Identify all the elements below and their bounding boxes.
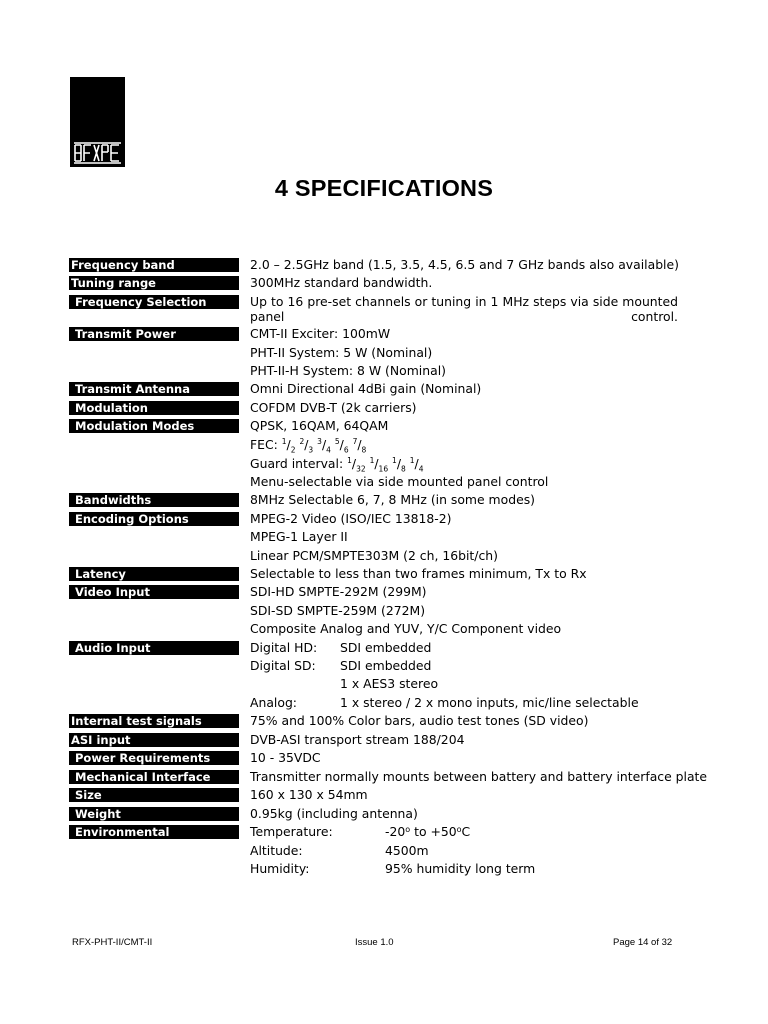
spec-continuation bbox=[0, 344, 768, 362]
spec-continuation bbox=[0, 473, 768, 491]
audio-val: SDI embedded bbox=[340, 658, 432, 673]
spec-row-bandwidths bbox=[0, 491, 768, 509]
spec-row-size bbox=[0, 786, 768, 804]
audio-key: Analog: bbox=[250, 695, 297, 710]
spec-value: Linear PCM/SMPTE303M (2 ch, 16bit/ch) bbox=[250, 548, 498, 563]
spec-label: Video Input bbox=[69, 585, 239, 599]
env-val: 4500m bbox=[385, 843, 429, 858]
spec-label: Transmit Antenna bbox=[69, 382, 239, 396]
spec-row-video-input bbox=[0, 583, 768, 601]
spec-row-tuning-range bbox=[0, 274, 768, 292]
spec-value: QPSK, 16QAM, 64QAM bbox=[250, 418, 389, 433]
spec-row-environmental bbox=[0, 823, 768, 841]
spec-label: Internal test signals bbox=[69, 714, 239, 728]
spec-label: Transmit Power bbox=[69, 327, 239, 341]
fec-line: FEC: $^1/_2$ $^2/_3$ $^3/_4$ $^5/_6$ $^7/_8$ bbox=[250, 436, 367, 455]
spec-label: Tuning range bbox=[69, 276, 239, 290]
spec-continuation bbox=[0, 602, 768, 620]
spec-row-modulation-modes bbox=[0, 417, 768, 435]
spec-continuation bbox=[0, 657, 768, 675]
audio-key: Digital HD: bbox=[250, 640, 318, 655]
spec-label: Modulation bbox=[69, 401, 239, 415]
spec-continuation bbox=[0, 436, 768, 454]
spec-value bbox=[250, 657, 678, 675]
spec-value: Composite Analog and YUV, Y/C Component video bbox=[250, 621, 562, 636]
spec-value: Up to 16 pre-set channels or tuning in 1 MHz steps via side mounted panel control. bbox=[250, 294, 678, 324]
spec-value: 10 - 35VDC bbox=[250, 750, 321, 765]
env-val: -20$^o$ to $+50^oC$ bbox=[385, 824, 471, 839]
footer-page-number: Page 14 of 32 bbox=[613, 937, 673, 948]
audio-val: 1 x AES3 stereo bbox=[340, 676, 439, 691]
spec-label: Modulation Modes bbox=[69, 419, 239, 433]
spec-label: Latency bbox=[69, 567, 239, 581]
spec-row-frequency-band bbox=[0, 256, 768, 274]
spec-label: Frequency Selection bbox=[69, 295, 239, 309]
spec-row-encoding-options bbox=[0, 510, 768, 528]
env-key: Humidity: bbox=[250, 861, 310, 876]
spec-label: Encoding Options bbox=[69, 512, 239, 526]
spec-continuation bbox=[0, 620, 768, 638]
spec-value: Menu-selectable via side mounted panel control bbox=[250, 474, 549, 489]
spec-value: 75% and 100% Color bars, audio test tones (SD video) bbox=[250, 713, 589, 728]
spec-row-power-requirements bbox=[0, 749, 768, 767]
spec-value: MPEG-2 Video (ISO/IEC 13818-2) bbox=[250, 511, 452, 526]
spec-label: Weight bbox=[69, 807, 239, 821]
spec-continuation bbox=[0, 694, 768, 712]
spec-value: Omni Directional 4dBi gain (Nominal) bbox=[250, 381, 482, 396]
env-val: 95% humidity long term bbox=[385, 861, 536, 876]
spec-row-asi-input bbox=[0, 731, 768, 749]
guard-interval-line: Guard interval: $^1/_{32}$ $^1/_{16}$ $^1/_8$ $^1/_4$ bbox=[250, 455, 424, 474]
spec-value: CMT-II Exciter: 100mW bbox=[250, 326, 391, 341]
footer-doc-id: RFX-PHT-II/CMT-II bbox=[72, 937, 153, 948]
spec-label: Power Requirements bbox=[69, 751, 239, 765]
spec-row-transmit-power bbox=[0, 325, 768, 343]
spec-value bbox=[250, 639, 678, 657]
audio-val: SDI embedded bbox=[340, 640, 432, 655]
spec-continuation bbox=[0, 547, 768, 565]
fec-prefix: FEC: bbox=[250, 437, 278, 452]
spec-label: Environmental bbox=[69, 825, 239, 839]
spec-label: ASI input bbox=[69, 733, 239, 747]
footer-issue: Issue 1.0 bbox=[355, 937, 394, 948]
spec-row-latency bbox=[0, 565, 768, 583]
spec-value: SDI-SD SMPTE-259M (272M) bbox=[250, 603, 426, 618]
spec-value: DVB-ASI transport stream 188/204 bbox=[250, 732, 465, 747]
spec-value: PHT-II-H System: 8 W (Nominal) bbox=[250, 363, 446, 378]
spec-value bbox=[250, 860, 678, 878]
spec-value: SDI-HD SMPTE-292M (299M) bbox=[250, 584, 427, 599]
audio-key: Digital SD: bbox=[250, 658, 316, 673]
spec-continuation bbox=[0, 842, 768, 860]
spec-value: 2.0 – 2.5GHz band (1.5, 3.5, 4.5, 6.5 and 7 GHz bands also available) bbox=[250, 257, 679, 272]
spec-value bbox=[250, 823, 678, 841]
spec-value: PHT-II System: 5 W (Nominal) bbox=[250, 345, 433, 360]
spec-row-transmit-antenna bbox=[0, 380, 768, 398]
spec-value: Transmitter normally mounts between battery and battery interface plate bbox=[250, 769, 708, 784]
spec-label: Size bbox=[69, 788, 239, 802]
spec-continuation bbox=[0, 362, 768, 380]
env-key: Altitude: bbox=[250, 843, 303, 858]
spec-value: 8MHz Selectable 6, 7, 8 MHz (in some modes) bbox=[250, 492, 535, 507]
page-title: 4 SPECIFICATIONS bbox=[274, 175, 494, 201]
audio-val: 1 x stereo / 2 x mono inputs, mic/line selectable bbox=[340, 695, 639, 710]
spec-row-modulation bbox=[0, 399, 768, 417]
spec-row-weight bbox=[0, 805, 768, 823]
spec-label: Bandwidths bbox=[69, 493, 239, 507]
env-key: Temperature: bbox=[250, 824, 333, 839]
spec-label: Mechanical Interface bbox=[69, 770, 239, 784]
spec-row-mechanical-interface bbox=[0, 768, 768, 786]
spec-continuation bbox=[0, 860, 768, 878]
spec-label: Audio Input bbox=[69, 641, 239, 655]
spec-value bbox=[250, 842, 678, 860]
guard-prefix: Guard interval: bbox=[250, 456, 344, 471]
spec-continuation bbox=[0, 528, 768, 546]
spec-continuation bbox=[0, 675, 768, 693]
spec-value: 160 x 130 x 54mm bbox=[250, 787, 368, 802]
spec-value: MPEG-1 Layer II bbox=[250, 529, 348, 544]
spec-row-audio-input bbox=[0, 639, 768, 657]
spec-value: COFDM DVB-T (2k carriers) bbox=[250, 400, 417, 415]
spec-value: 0.95kg (including antenna) bbox=[250, 806, 418, 821]
spec-value bbox=[250, 694, 678, 712]
spec-value: Selectable to less than two frames minimum, Tx to Rx bbox=[250, 566, 587, 581]
logo-mark-icon bbox=[73, 141, 122, 165]
spec-value: 300MHz standard bandwidth. bbox=[250, 275, 433, 290]
spec-label: Frequency band bbox=[69, 258, 239, 272]
company-logo bbox=[70, 77, 125, 167]
spec-continuation bbox=[0, 455, 768, 473]
spec-row-frequency-selection bbox=[0, 293, 768, 327]
spec-row-internal-test-signals bbox=[0, 712, 768, 730]
